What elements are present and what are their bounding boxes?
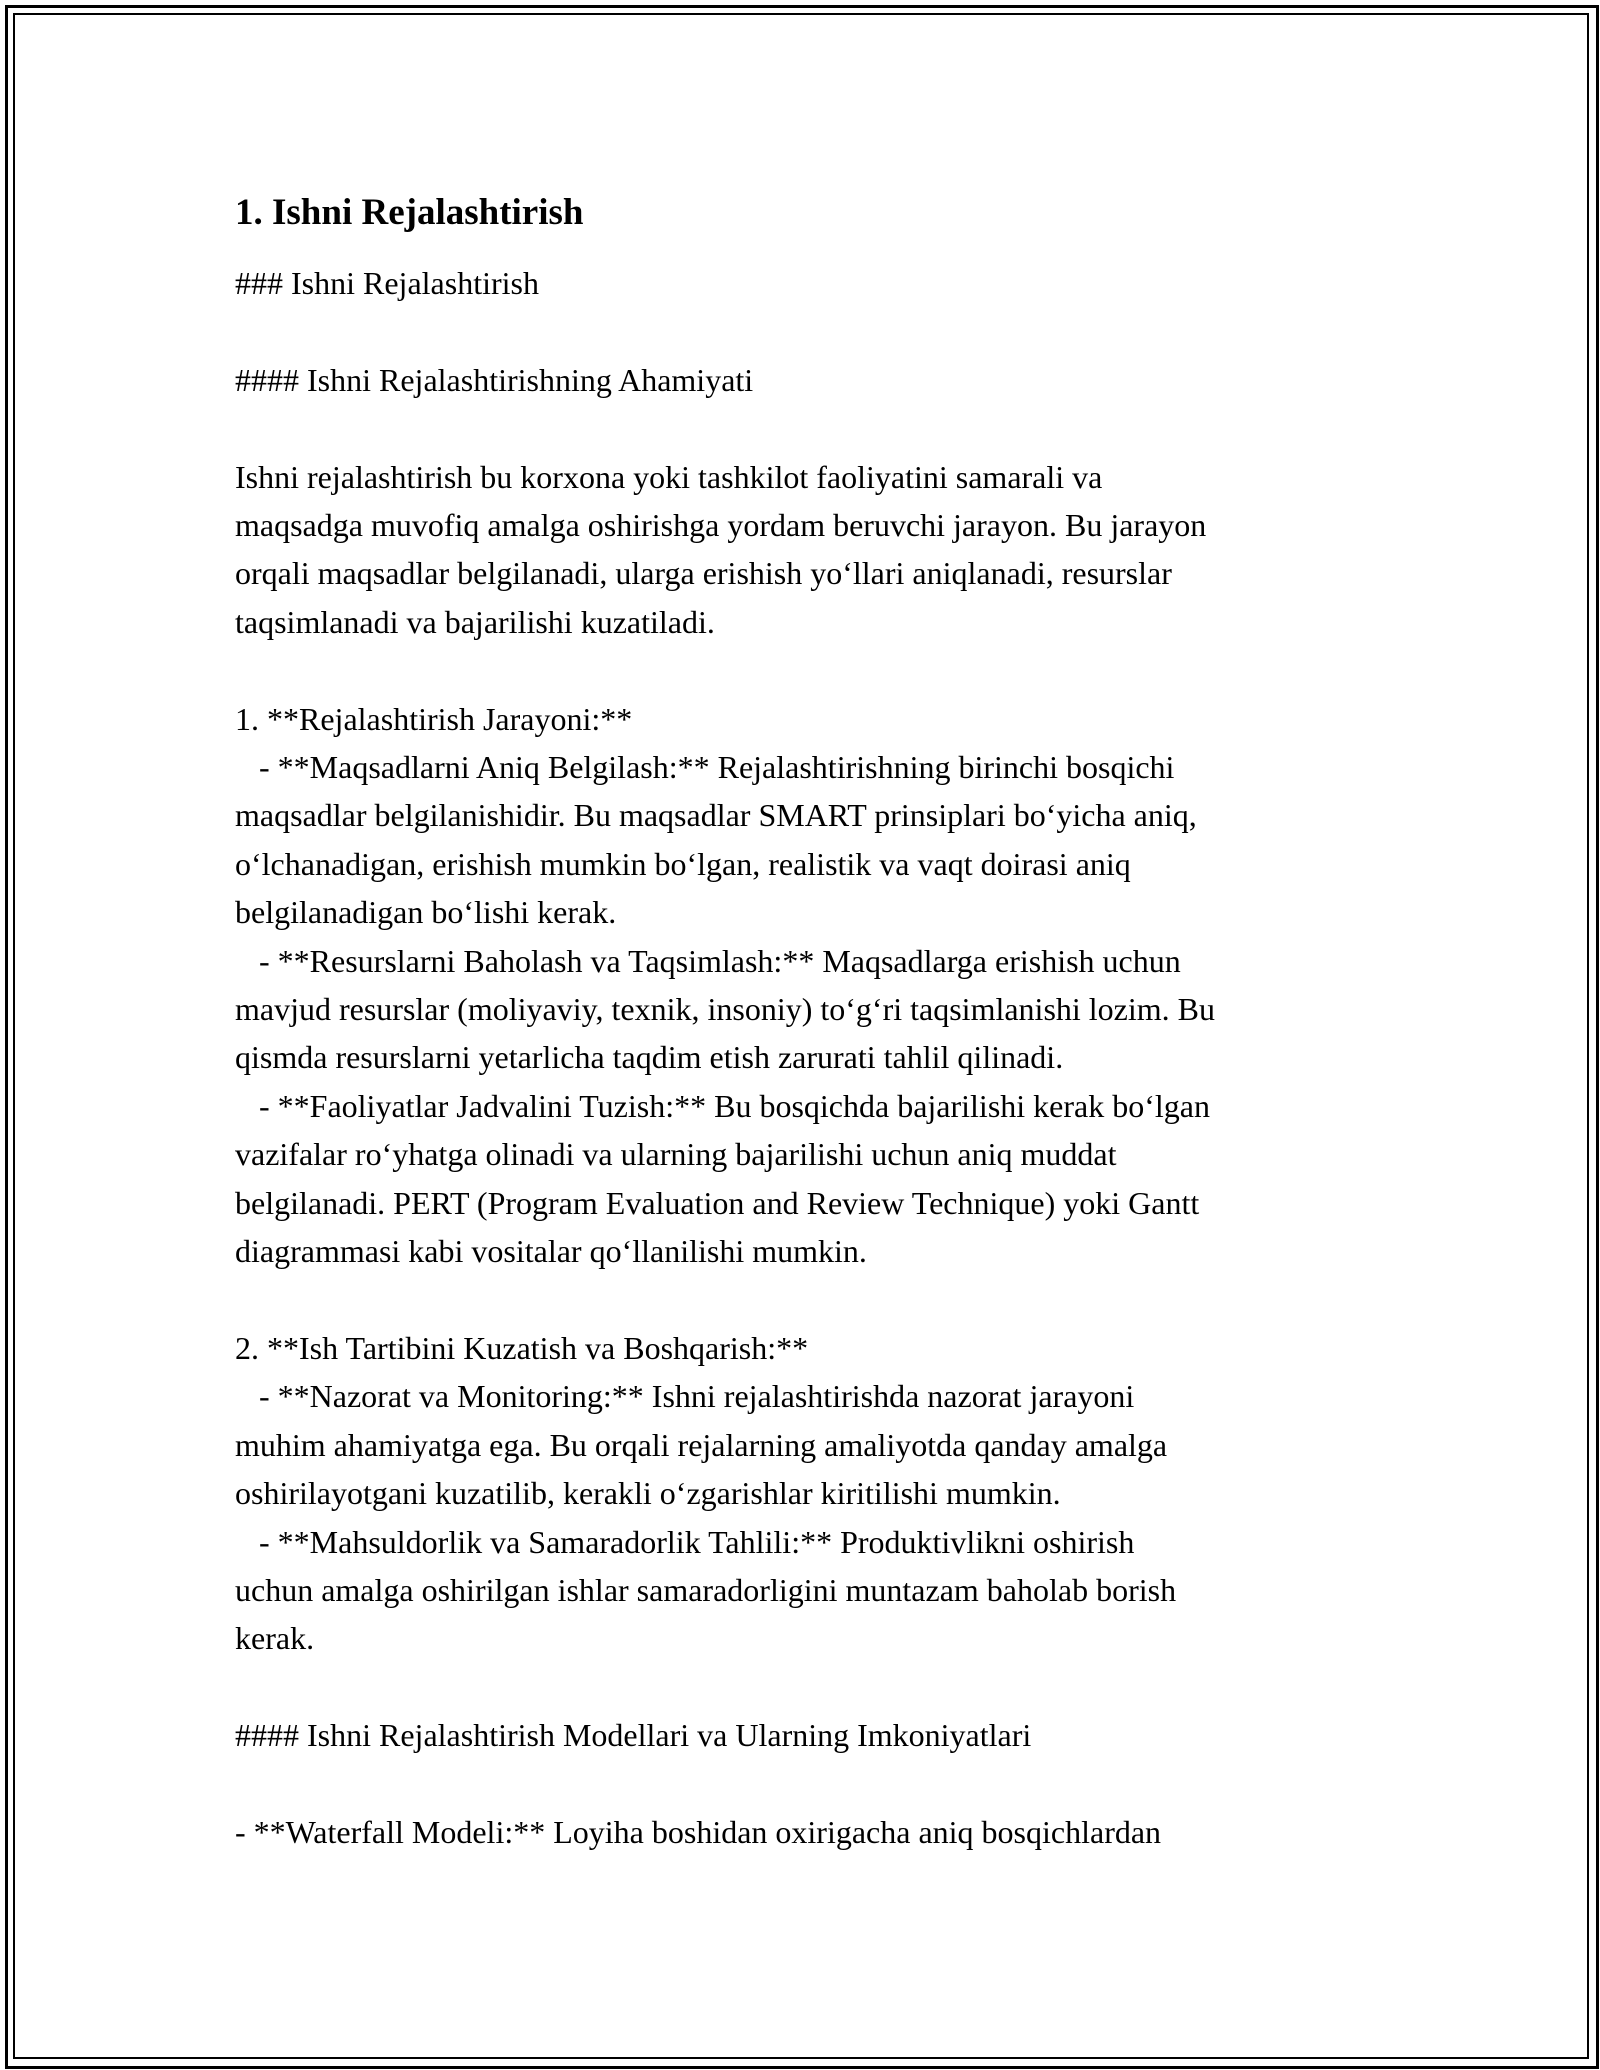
text-line: o‘lchanadigan, erishish mumkin bo‘lgan, realistik va vaqt doirasi aniq	[235, 845, 1131, 882]
text-line: qismda resurslarni yetarlicha taqdim etish zarurati tahlil qilinadi.	[235, 1039, 1064, 1076]
document-title: 1. Ishni Rejalashtirish	[235, 192, 584, 233]
text-line: orqali maqsadlar belgilanadi, ularga erishish yo‘llari aniqlanadi, resurslar	[235, 555, 1172, 592]
blank-line	[235, 1663, 1370, 1711]
text-line: diagrammasi kabi vositalar qo‘llanilishi mumkin.	[235, 1233, 867, 1270]
text-line: muhim ahamiyatga ega. Bu orqali rejalarning amaliyotda qanday amalga	[235, 1426, 1168, 1463]
text-line: maqsadga muvofiq amalga oshirishga yordam beruvchi jarayon. Bu jarayon	[235, 507, 1207, 543]
text-line: - **Waterfall Modeli:** Loyiha boshidan oxirigacha aniq bosqichlardan	[235, 1813, 1162, 1850]
blank-line	[235, 1275, 1370, 1323]
text-line: taqsimlanadi va bajarilishi kuzatiladi.	[235, 603, 715, 640]
text-line: oshirilayotgani kuzatilib, kerakli o‘zgarishlar kiritilishi mumkin.	[235, 1475, 1061, 1512]
text-line: belgilanadi. PERT (Program Evaluation and Review Technique) yoki Gantt	[235, 1184, 1200, 1221]
text-line: - **Nazorat va Monitoring:** Ishni rejalashtirishda nazorat jarayoni	[235, 1378, 1135, 1415]
blank-line	[235, 1760, 1370, 1808]
text-line: - **Maqsadlarni Aniq Belgilash:** Rejalashtirishning birinchi bosqichi	[235, 749, 1175, 786]
text-line: uchun amalga oshirilgan ishlar samaradorligini muntazam baholab borish	[235, 1571, 1177, 1608]
text-line: 2. **Ish Tartibini Kuzatish va Boshqarish:**	[235, 1329, 809, 1366]
text-line: belgilanadigan bo‘lishi kerak.	[235, 894, 617, 931]
text-line: - **Faoliyatlar Jadvalini Tuzish:** Bu bosqichda bajarilishi kerak bo‘lgan	[235, 1087, 1210, 1124]
blank-line	[235, 307, 1370, 355]
text-line: vazifalar ro‘yhatga olinadi va ularning bajarilishi uchun aniq muddat	[235, 1136, 1117, 1173]
text-line: Ishni rejalashtirish bu korxona yoki tashkilot faoliyatini samarali va	[235, 458, 1103, 495]
text-line: kerak.	[235, 1620, 315, 1657]
text-line: ### Ishni Rejalashtirish	[235, 265, 539, 301]
text-line: #### Ishni Rejalashtirishning Ahamiyati	[235, 361, 754, 398]
text-line: - **Resurslarni Baholash va Taqsimlash:** Maqsadlarga erishish uchun	[235, 942, 1181, 979]
text-line: maqsadlar belgilanishidir. Bu maqsadlar SMART prinsiplari bo‘yicha aniq,	[235, 797, 1197, 834]
text-line: mavjud resurslar (moliyaviy, texnik, insoniy) to‘g‘ri taqsimlanishi lozim. Bu	[235, 991, 1215, 1028]
blank-line	[235, 404, 1370, 452]
text-line: 1. **Rejalashtirish Jarayoni:**	[235, 700, 633, 737]
document-lines	[235, 259, 1370, 1856]
text-line: - **Mahsuldorlik va Samaradorlik Tahlili:** Produktivlikni oshirish	[235, 1523, 1135, 1560]
document-body	[235, 185, 1370, 1856]
blank-line	[235, 646, 1370, 694]
text-line: #### Ishni Rejalashtirish Modellari va Ularning Imkoniyatlari	[235, 1717, 1032, 1754]
